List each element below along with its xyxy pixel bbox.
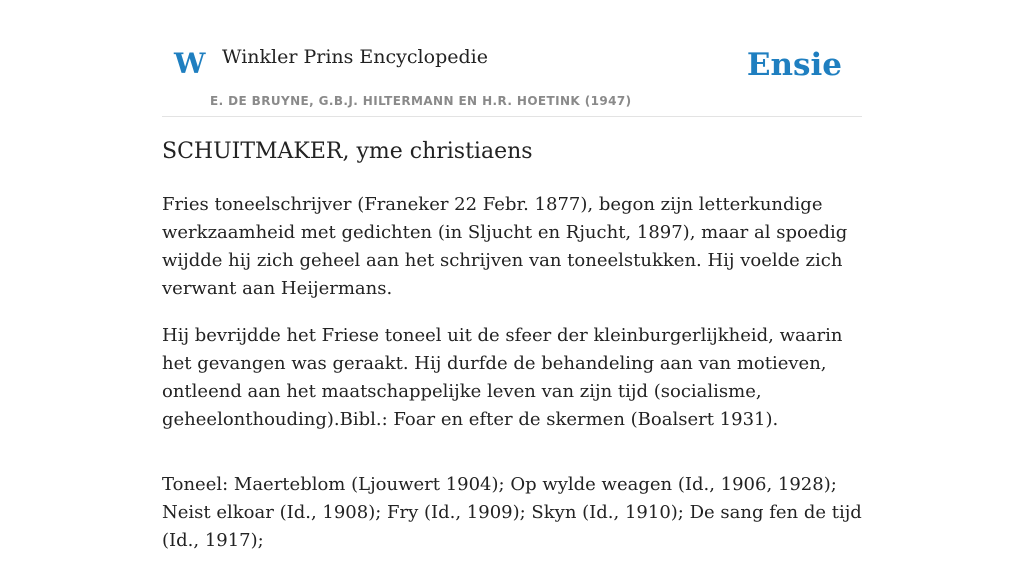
- article: [162, 138, 862, 574]
- wp-logo[interactable]: W: [174, 47, 206, 80]
- article-paragraph: Toneel: Maerteblom (Ljouwert 1904); Op wylde weagen (Id., 1906, 1928); Neist elkoar (Id., 1908); Fry (Id., 1909); Skyn (Id., 1910); De sang fen de tijd (Id., 1917);: [162, 473, 862, 551]
- ensie-logo[interactable]: Ensie: [746, 47, 842, 83]
- article-headword: SCHUITMAKER, yme christiaens: [162, 139, 533, 164]
- header: [162, 0, 862, 117]
- article-paragraph: Fries toneelschrijver (Franeker 22 Febr. 1877), begon zijn letterkundige werkzaamheid met gedichten (in Sljucht en Rjucht, 1897), maar al spoedig wijdde hij zich geheel aan het schrijven van toneelstukken. Hij voelde zich verwant aan Heijermans.: [162, 193, 848, 299]
- encyclopedia-title[interactable]: Winkler Prins Encyclopedie: [222, 46, 488, 68]
- article-paragraph: Hij bevrijdde het Friese toneel uit de sfeer der kleinburgerlijkheid, waarin het gevangen was geraakt. Hij durfde de behandeling aan van motieven, ontleend aan het maatschappelijke leven van zijn tijd (socialisme, geheelonthouding).Bibl.: Foar en efter de skermen (Boalsert 1931).: [162, 324, 843, 430]
- encyclopedia-authors: E. DE BRUYNE, G.B.J. HILTERMANN EN H.R. HOETINK (1947): [210, 94, 632, 108]
